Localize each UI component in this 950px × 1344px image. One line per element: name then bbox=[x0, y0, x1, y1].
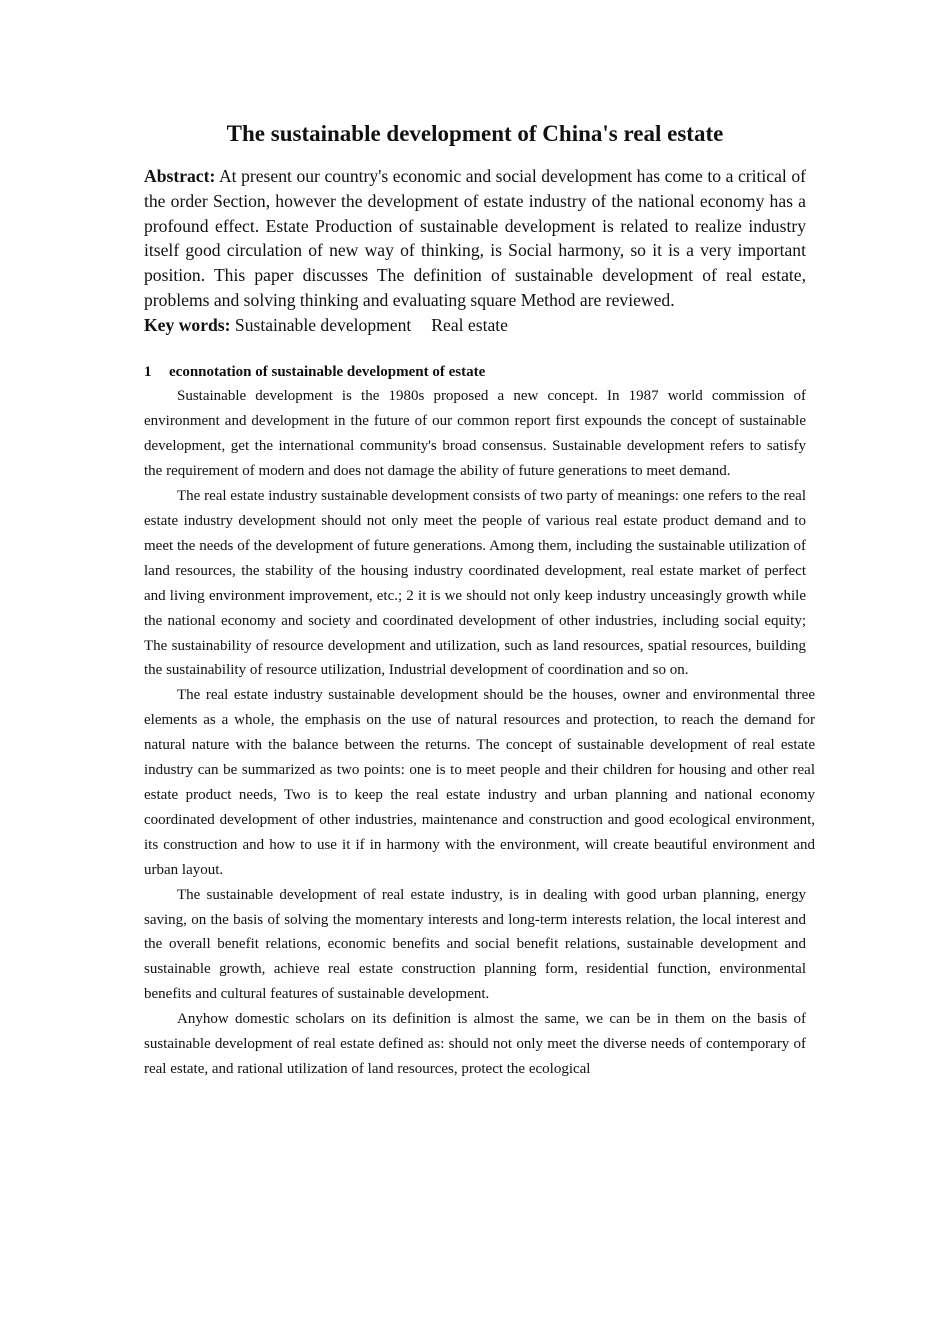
body-paragraph: The real estate industry sustainable development should be the houses, owner and environmental three elements as a whole, the emphasis on the use of natural resources and protection, to reach the demand for natural nature with the balance between the returns. The concept of sustainable development of real estate industry can be summarized as two points: one is to meet people and their children for housing and other real estate product needs, Two is to keep the real estate industry and urban planning and national economy coordinated development of other industries, maintenance and construction and good ecological environment, its construction and how to use it if in harmony with the environment, will create beautiful environment and urban layout. bbox=[144, 687, 815, 878]
body-paragraph: Anyhow domestic scholars on its definition is almost the same, we can be in them on the basis of sustainable development of real estate defined as: should not only meet the diverse needs of contemporary of real estate, and rational utilization of land resources, protect the ecological bbox=[144, 1011, 806, 1077]
paper-title: The sustainable development of China's real estate bbox=[226, 121, 724, 146]
body-paragraph: The real estate industry sustainable development consists of two party of meanings: one refers to the real estate industry development should not only meet the people of various real estate product demand and to meet the needs of the development of future generations. Among them, including the sustainable utilization of land resources, the stability of the housing industry coordinated development, real estate market of perfect and living environment improvement, etc.; 2 it is we should not only keep industry unceasingly growth while the national economy and society and coordinated development of other industries, including social equity; The sustainability of resource development and utilization, such as land resources, spatial resources, building the sustainability of resource utilization, Industrial development of coordination and so on. bbox=[144, 488, 806, 679]
section-number: 1 bbox=[144, 363, 152, 380]
abstract-text: At present our country's economic and social development has come to a critical of the order Section, however the development of estate industry of the national economy has a profound effect. Estate Production of sustainable development is related to realize industry itself good circulation of new way of thinking, is Social harmony, so it is a very important position. This paper discusses The definition of sustainable development of real estate, problems and solving thinking and evaluating square Method are reviewed. bbox=[144, 166, 806, 310]
abstract-label: Abstract: bbox=[144, 166, 216, 186]
keyword-item: Real estate bbox=[431, 314, 508, 335]
keyword-item: Sustainable development bbox=[234, 314, 412, 335]
abstract bbox=[144, 164, 806, 313]
document-page bbox=[144, 118, 815, 1082]
keywords bbox=[144, 313, 806, 338]
body-paragraph: The sustainable development of real estate industry, is in dealing with good urban planning, energy saving, on the basis of solving the momentary interests and long-term interests relation, the local interest and the overall benefit relations, economic benefits and social benefit relations, sustainable development and sustainable growth, achieve real estate construction planning form, residential function, environmental benefits and cultural features of sustainable development. bbox=[144, 886, 806, 1003]
section-heading bbox=[144, 360, 806, 385]
keywords-label: Key words: bbox=[144, 314, 231, 335]
body-paragraph: Sustainable development is the 1980s proposed a new concept. In 1987 world commission of environment and development in the future of our common report first expounds the concept of sustainable development, get the international community's broad consensus. Sustainable development refers to satisfy the requirement of modern and does not damage the ability of future generations to meet demand. bbox=[144, 388, 806, 480]
section-title: econnotation of sustainable development of estate bbox=[169, 363, 486, 380]
